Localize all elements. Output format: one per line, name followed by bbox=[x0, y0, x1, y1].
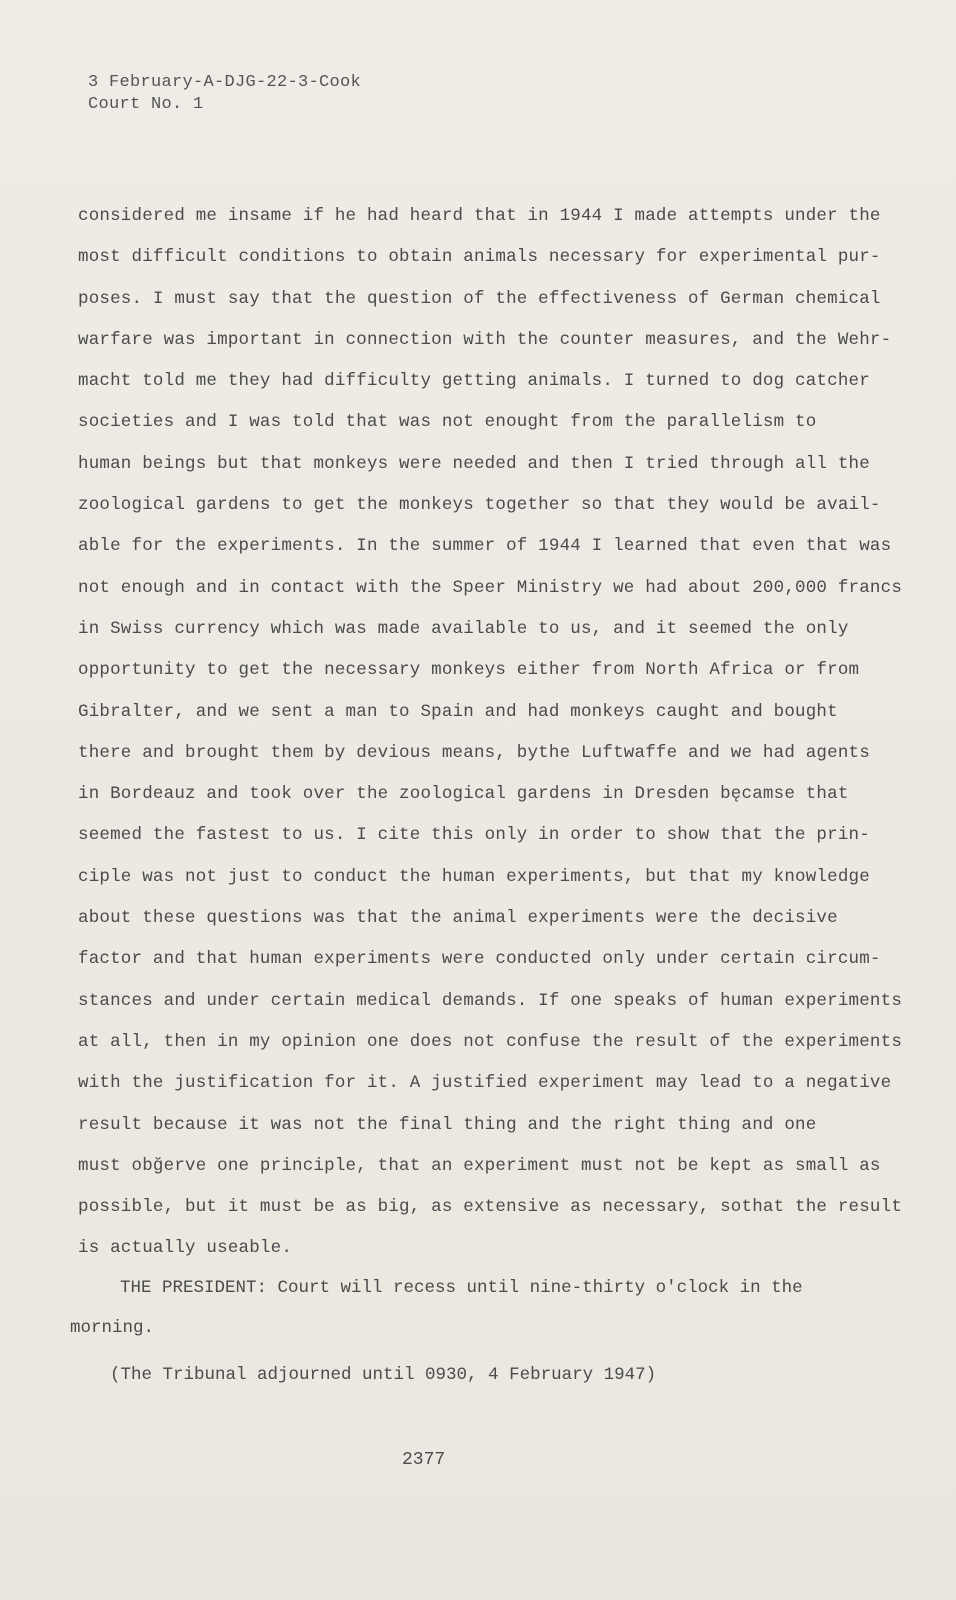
body-line: possible, but it must be as big, as extensive as necessary, sothat the result bbox=[78, 1197, 903, 1218]
body-line: human beings but that monkeys were needed and then I tried through all the bbox=[78, 453, 870, 474]
body-line: result because it was not the final thing and the right thing and one bbox=[78, 1114, 817, 1135]
body-line: opportunity to get the necessary monkeys either from North Africa or from bbox=[78, 660, 860, 681]
adjournment-note: (The Tribunal adjourned until 0930, 4 February 1947) bbox=[110, 1365, 657, 1385]
body-line: zoological gardens to get the monkeys together so that they would be avail- bbox=[78, 495, 881, 516]
president-statement-continued: morning. bbox=[70, 1318, 155, 1338]
body-line: with the justification for it. A justified experiment may lead to a negative bbox=[78, 1073, 892, 1094]
body-line: about these questions was that the animal experiments were the decisive bbox=[78, 908, 838, 929]
header-court-number: Court No. 1 bbox=[88, 95, 204, 114]
body-line: macht told me they had difficulty getting animals. I turned to dog catcher bbox=[78, 371, 870, 392]
body-line: most difficult conditions to obtain animals necessary for experimental pur- bbox=[78, 247, 881, 268]
header-session-id: 3 February-A-DJG-22-3-Cook bbox=[88, 73, 362, 92]
president-statement: THE PRESIDENT: Court will recess until nine-thirty o'clock in the bbox=[120, 1278, 803, 1298]
body-line: warfare was important in connection with the counter measures, and the Wehr- bbox=[78, 329, 892, 350]
body-line: ciple was not just to conduct the human experiments, but that my knowledge bbox=[78, 866, 870, 887]
body-line: in Bordeauz and took over the zoological gardens in Dresden bęcamse that bbox=[78, 784, 849, 805]
body-line: in Swiss currency which was made available to us, and it seemed the only bbox=[78, 618, 849, 639]
body-line: stances and under certain medical demands. If one speaks of human experiments bbox=[78, 990, 903, 1011]
document-header bbox=[88, 72, 361, 116]
body-line: able for the experiments. In the summer of 1944 I learned that even that was bbox=[78, 536, 892, 557]
body-line: factor and that human experiments were conducted only under certain circum- bbox=[78, 949, 881, 970]
body-line: poses. I must say that the question of the effectiveness of German chemical bbox=[78, 288, 881, 309]
testimony-body bbox=[78, 196, 903, 1270]
body-line: is actually useable. bbox=[78, 1238, 293, 1259]
body-line: seemed the fastest to us. I cite this only in order to show that the prin- bbox=[78, 825, 870, 846]
page-number: 2377 bbox=[402, 1450, 446, 1470]
body-line: societies and I was told that was not enought from the parallelism to bbox=[78, 412, 817, 433]
body-line: Gibralter, and we sent a man to Spain and had monkeys caught and bought bbox=[78, 701, 838, 722]
body-line: there and brought them by devious means, bythe Luftwaffe and we had agents bbox=[78, 742, 870, 763]
body-line: not enough and in contact with the Speer Ministry we had about 200,000 francs bbox=[78, 577, 903, 598]
body-line: considered me insame if he had heard that in 1944 I made attempts under the bbox=[78, 206, 881, 226]
body-line: must obğerve one principle, that an experiment must not be kept as small as bbox=[78, 1155, 881, 1176]
body-line: at all, then in my opinion one does not confuse the result of the experiments bbox=[78, 1031, 903, 1052]
